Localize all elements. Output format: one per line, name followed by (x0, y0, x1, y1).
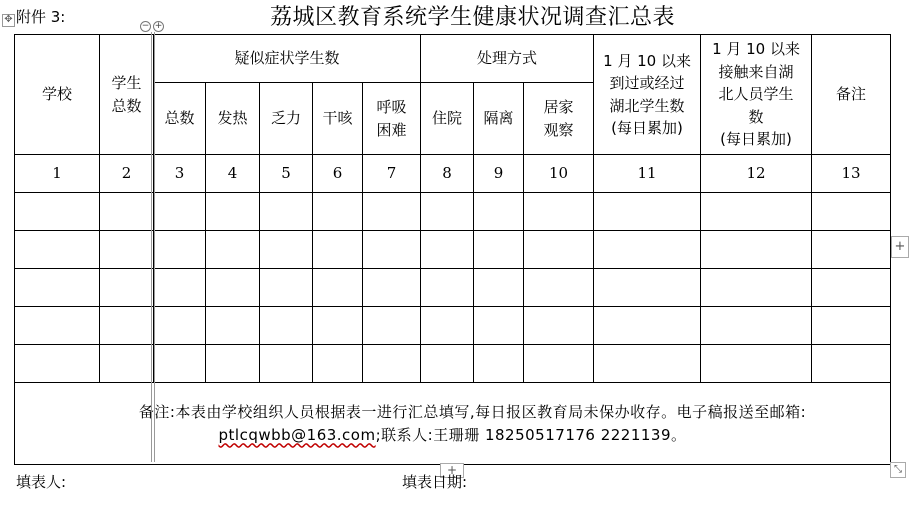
table-cell[interactable] (812, 269, 891, 307)
table-cell[interactable] (206, 307, 260, 345)
table-cell[interactable] (260, 231, 313, 269)
table-cell[interactable] (154, 345, 206, 383)
table-cell[interactable] (154, 307, 206, 345)
table-cell[interactable] (812, 345, 891, 383)
table-cell[interactable] (421, 269, 474, 307)
header-hubei-visit (594, 35, 701, 155)
table-resize-icon[interactable]: ⤡ (890, 462, 906, 478)
note-email: ptlcqwbb@163.com (218, 425, 376, 444)
subheader-hospitalized: 住院 (421, 83, 474, 155)
table-cell[interactable] (15, 193, 100, 231)
table-cell[interactable] (363, 269, 421, 307)
table-cell[interactable] (15, 231, 100, 269)
header-hubei-contact-line3: 北人员学生 (718, 85, 794, 104)
add-column-icon[interactable]: + (891, 236, 909, 258)
column-number: 5 (260, 155, 313, 193)
header-suspected-symptoms: 疑似症状学生数 (154, 35, 421, 83)
table-cell[interactable] (363, 307, 421, 345)
header-hubei-visit-line3: 湖北学生数 (609, 96, 685, 115)
table-cell[interactable] (206, 269, 260, 307)
subheader-home-observation (524, 83, 594, 155)
table-cell[interactable] (313, 193, 363, 231)
table-cell[interactable] (701, 193, 812, 231)
table-cell[interactable] (206, 231, 260, 269)
table-cell[interactable] (524, 307, 594, 345)
header-hubei-contact-line5: (每日累加) (720, 130, 792, 149)
table-cell[interactable] (363, 345, 421, 383)
table-cell[interactable] (812, 193, 891, 231)
header-hubei-contact-line2: 接触来自湖 (718, 62, 794, 81)
header-hubei-contact-line1: 1 月 10 以来 (712, 40, 800, 59)
subheader-dry-cough: 干咳 (313, 83, 363, 155)
column-number: 1 (15, 155, 100, 193)
table-cell[interactable] (313, 269, 363, 307)
table-cell[interactable] (15, 345, 100, 383)
column-delete-icon[interactable]: − (141, 21, 150, 31)
table-cell[interactable] (701, 231, 812, 269)
page-title: 荔城区教育系统学生健康状况调查汇总表 (270, 5, 676, 30)
table-cell[interactable] (594, 269, 701, 307)
table-row[interactable] (15, 193, 891, 231)
note-text-line2 (15, 424, 890, 447)
table-cell[interactable] (100, 307, 154, 345)
table-cell[interactable] (474, 193, 524, 231)
table-cell[interactable] (313, 307, 363, 345)
column-number: 4 (206, 155, 260, 193)
table-cell[interactable] (421, 193, 474, 231)
header-remark: 备注 (812, 35, 891, 155)
header-school: 学校 (15, 35, 100, 155)
column-insert-icon[interactable]: + (154, 21, 163, 31)
subheader-home-line1: 居家 (543, 98, 574, 116)
table-row[interactable] (15, 231, 891, 269)
subheader-breathing-line2: 困难 (376, 120, 407, 139)
column-number: 3 (154, 155, 206, 193)
table-move-handle[interactable]: ✥ (2, 14, 15, 27)
subheader-fatigue: 乏力 (260, 83, 313, 155)
header-hubei-contact-line4: 数 (748, 107, 764, 126)
column-resize-guide[interactable] (151, 32, 155, 462)
table-cell[interactable] (100, 345, 154, 383)
header-hubei-visit-line1: 1 月 10 以来 (603, 51, 691, 70)
table-cell[interactable] (313, 231, 363, 269)
table-cell[interactable] (313, 345, 363, 383)
table-cell[interactable] (154, 269, 206, 307)
table-cell[interactable] (594, 345, 701, 383)
header-hubei-visit-line4: (每日累加) (611, 119, 683, 137)
table-cell[interactable] (812, 307, 891, 345)
subheader-isolation: 隔离 (474, 83, 524, 155)
table-cell[interactable] (594, 193, 701, 231)
table-cell[interactable] (421, 307, 474, 345)
subheader-total: 总数 (154, 83, 206, 155)
attachment-label: 附件 3: (16, 8, 66, 26)
subheader-home-line2: 观察 (543, 120, 574, 139)
header-row-1 (15, 35, 891, 83)
table-cell[interactable] (154, 193, 206, 231)
table-cell[interactable] (154, 231, 206, 269)
table-cell[interactable] (206, 193, 260, 231)
table-cell[interactable] (363, 231, 421, 269)
table-cell[interactable] (260, 193, 313, 231)
column-number: 10 (524, 155, 594, 193)
table-cell[interactable] (474, 307, 524, 345)
header-student-total-line2: 总数 (111, 96, 142, 115)
header-hubei-visit-line2: 到过或经过 (609, 74, 685, 92)
table-cell[interactable] (474, 231, 524, 269)
column-number: 9 (474, 155, 524, 193)
table-cell[interactable] (206, 345, 260, 383)
table-cell[interactable] (100, 269, 154, 307)
header-handling-method: 处理方式 (421, 35, 594, 83)
fill-date-label: 填表日期: (402, 473, 468, 491)
table-cell[interactable] (421, 231, 474, 269)
table-cell[interactable] (524, 231, 594, 269)
note-cell[interactable] (15, 383, 891, 465)
table-cell[interactable] (594, 231, 701, 269)
column-number: 6 (313, 155, 363, 193)
table-row[interactable] (15, 269, 891, 307)
table-cell[interactable] (100, 193, 154, 231)
table-cell[interactable] (474, 269, 524, 307)
health-summary-table (14, 34, 891, 465)
column-number: 13 (812, 155, 891, 193)
table-cell[interactable] (524, 269, 594, 307)
table-cell[interactable] (524, 193, 594, 231)
header-hubei-contact (701, 35, 812, 155)
table-cell[interactable] (594, 307, 701, 345)
table-cell[interactable] (524, 345, 594, 383)
subheader-breathing-difficulty (363, 83, 421, 155)
table-row[interactable] (15, 307, 891, 345)
subheader-fever: 发热 (206, 83, 260, 155)
table-cell[interactable] (260, 345, 313, 383)
table-cell[interactable] (812, 231, 891, 269)
table-cell[interactable] (100, 231, 154, 269)
table-cell[interactable] (701, 269, 812, 307)
table-cell[interactable] (260, 307, 313, 345)
table-cell[interactable] (260, 269, 313, 307)
subheader-breathing-line1: 呼吸 (376, 98, 407, 116)
column-number: 12 (701, 155, 812, 193)
filler-label: 填表人: (16, 473, 67, 491)
column-number: 2 (100, 155, 154, 193)
header-student-total (100, 35, 154, 155)
note-row (15, 383, 891, 465)
table-cell[interactable] (15, 307, 100, 345)
table-cell[interactable] (474, 345, 524, 383)
table-cell[interactable] (363, 193, 421, 231)
header-student-total-line1: 学生 (111, 74, 142, 92)
table-cell[interactable] (701, 345, 812, 383)
column-number: 7 (363, 155, 421, 193)
table-cell[interactable] (421, 345, 474, 383)
column-number: 8 (421, 155, 474, 193)
add-row-icon[interactable]: + (440, 463, 464, 478)
table-cell[interactable] (701, 307, 812, 345)
table-row[interactable] (15, 345, 891, 383)
column-number-row (15, 155, 891, 193)
table-cell[interactable] (15, 269, 100, 307)
note-text-line1: 备注:本表由学校组织人员根据表一进行汇总填写,每日报区教育局未保办收存。电子稿报送至邮箱: (138, 403, 807, 421)
note-contact: ;联系人:王珊珊 18250517176 2221139。 (375, 425, 687, 444)
column-number: 11 (594, 155, 701, 193)
